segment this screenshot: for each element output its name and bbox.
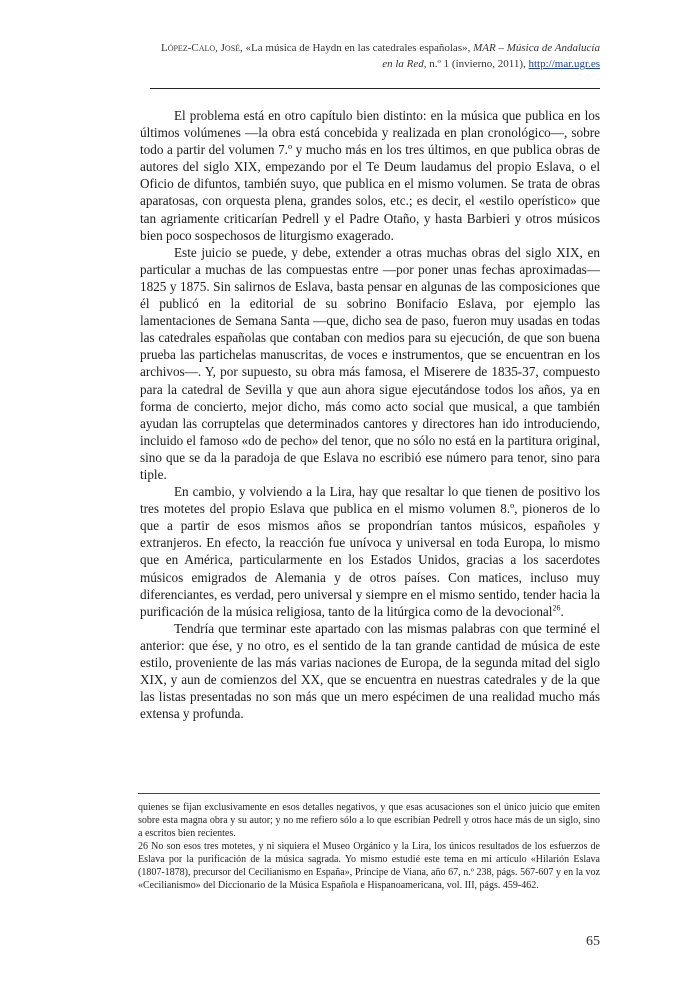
header-title: , «La música de Haydn en las catedrales españolas», [240,42,474,54]
body-text [140,107,600,722]
footnote-rule [138,793,600,794]
footnotes [138,801,600,892]
paragraph-3: En cambio, y volviendo a la Lira, hay que resaltar lo que tienen de positivo los tres motetes del propio Eslava que publica en el mismo volumen 8.º, pioneros de lo que a partir de esos mismos años se propondrían tantos músicos, españoles y extranjeros. En efecto, la reacción fue unívoca y universal en toda Europa, lo mismo que en América, particularmente en los Estados Unidos, gracias a los sacerdotes músicos emigrados de Alemania y de otros países. Con matices, incluso muy diferenciantes, es verdad, pero universal y siempre en el mismo sentido, tender hacia la purificación de la música religiosa, tanto de la litúrgica como de la devocional$^{26}$. [140,484,600,619]
footnote-continued: quienes se fijan exclusivamente en esos detalles negativos, y que esas acusaciones son el único juicio que emiten sobre esta magna obra y su autor; y no me refiero sólo a lo que escribían Pedrell y otros hace más de un siglo, sino a escritos bien recientes. [138,802,600,839]
header-issue: , n.º 1 (invierno, 2011), [423,58,529,70]
paragraph-1: El problema está en otro capítulo bien distinto: en la música que publica en los últimos volúmenes —la obra está concebida y realizada en plan cronológico—, sobre todo a partir del volumen 7.º y mucho más en los tres últimos, en que publica obras de autores del siglo XIX, empezando por el Te Deum laudamus del propio Eslava, o el Oficio de difuntos, también suyo, que publica en el mismo volumen. Se trata de obras aparatosas, con orquesta plena, grandes solos, etc.; es decir, el «estilo operístico» que tan agriamente criticarían Pedrell y el Padre Otaño, y hasta Barbieri y otros músicos bien poco sospechosos de liturgismo exagerado. [140,108,600,243]
footnote-26: 26 No son esos tres motetes, y ni siquiera el Museo Orgánico y la Lira, los únicos resultados de los esfuerzos de Eslava por la purificación de la música sagrada. Yo mismo estudié este tema en mi artículo «Hilarión Eslava (1807-1878), precursor del Cecilianismo en España», Príncipe de Viana, año 67, n.º 238, págs. 567-607 y en la voz «Cecilianismo» del Diccionario de la Música Española e Hispanoamericana, vol. III, págs. 459-462. [138,841,600,891]
paragraph-2: Este juicio se puede, y debe, extender a otras muchas obras del siglo XIX, en particular a muchas de las compuestas entre —por poner unas fechas aproximadas— 1825 y 1875. Sin salirnos de Eslava, basta pensar en algunas de las composiciones que él publicó en la editorial de su sobrino Bonifacio Eslava, por ejemplo las lamentaciones de Semana Santa —que, dicho sea de paso, fueron muy usadas en todas las catedrales españolas que contaban con medios para su ejecución, de que son buena prueba las partichelas manuscritas, de voces e instrumentos, que se encuentran en los archivos—. Y, por supuesto, su obra más famosa, el Miserere de 1835-37, compuesto para la catedral de Sevilla y que aun ahora sigue ejecutándose todos los años, ya en forma de concierto, mejor dicho, más como acto social que musical, a que también ayudan las corruptelas que determinados cantores y directores han ido introduciendo, incluido el famoso «do de pecho» del tenor, que no sólo no está en la partitura original, sino que se da la paradoja de que Eslava no escribió ese número para tenor, sino para tiple. [140,244,600,482]
header-journal: MAR – Música de Andalucía en la Red [382,42,600,70]
header-author: López-Calo, José [160,42,241,54]
running-header [150,40,600,72]
paragraph-4: Tendría que terminar este apartado con las mismas palabras con que terminé el anterior: que ése, y no otro, es el sentido de la tan grande cantidad de música de este estilo, proveniente de las más varias naciones de Europa, de la segunda mitad del siglo XIX, y aun de comienzos del XX, que se encuentra en nuestras catedrales y de la que las listas presentadas no son más que un mero espécimen de una realidad mucho más extensa y profunda. [140,620,600,722]
header-rule [150,88,600,89]
footnote-ref-26[interactable]: 26 [552,603,561,613]
page-number: 65 [586,934,600,949]
header-url-link[interactable]: http://mar.ugr.es [528,58,600,70]
